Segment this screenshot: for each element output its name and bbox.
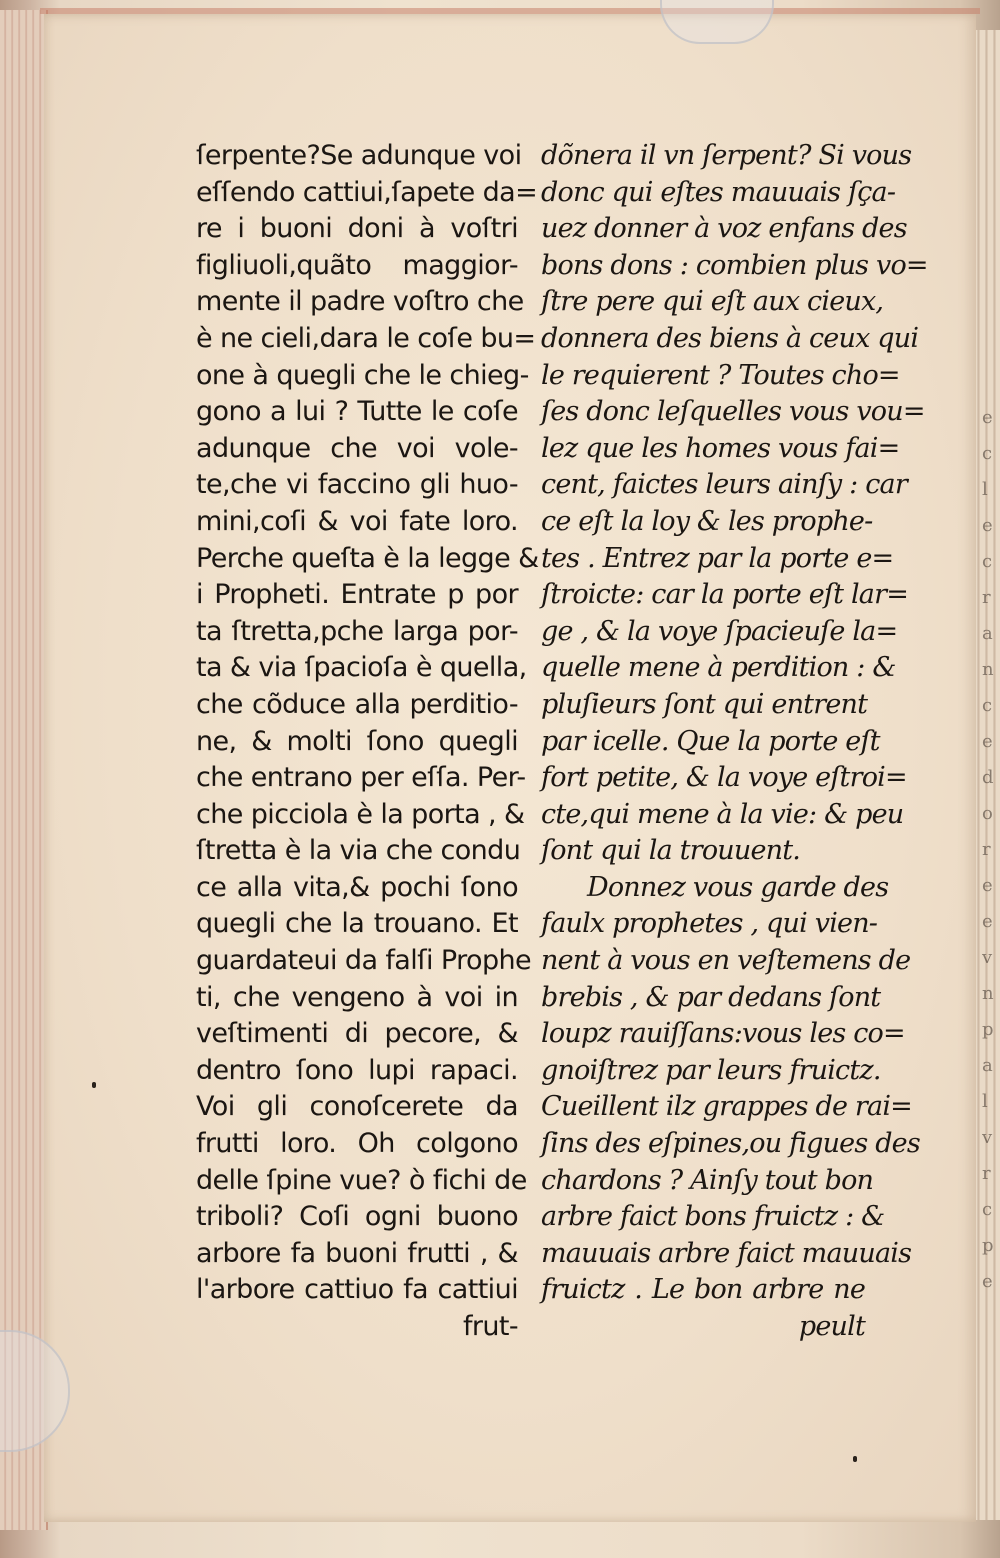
text-line: frutti loro. Oh colgono — [196, 1128, 518, 1160]
ink-speck — [92, 1082, 96, 1088]
text-line: mauuais arbre faict mauuais — [541, 1237, 912, 1269]
text-line: mini,coſi & voi fate loro. — [196, 505, 518, 537]
text-line: ce eſt la loy & les prophe- — [541, 505, 873, 537]
text-line: ta & via ſpacioſa è quella, — [196, 652, 527, 684]
text-line: bons dons : combien plus vo= — [541, 249, 928, 281]
text-line: dõnera il vn ſerpent? Si vous — [541, 140, 912, 171]
text-line: loupz rauiſſans:vous les co= — [541, 1018, 905, 1050]
text-line: cte,qui mene à la vie: & peu — [541, 798, 904, 830]
text-line: Voi gli conoſcerete da — [196, 1091, 518, 1123]
text-line: guardateui da falſi Prophe — [196, 945, 532, 977]
text-line: tes . Entrez par la porte e= — [541, 542, 894, 574]
text-line: figliuoli,quãto maggior- — [196, 249, 518, 281]
text-line: fruictz . Le bon arbre ne — [541, 1274, 865, 1306]
text-line: fort petite, & la voye eſtroi= — [541, 762, 907, 794]
text-line: che entrano per eſſa. Per- — [196, 762, 526, 794]
text-line: ta ſtretta,pche larga por- — [196, 615, 518, 647]
text-line: delle ſpine vue? ò fichi de — [196, 1164, 527, 1196]
text-line: l'arbore cattiuo fa cattiui — [196, 1274, 518, 1306]
catchword: frut- — [462, 1311, 518, 1342]
text-line: pluſieurs ſont qui entrent — [541, 688, 868, 720]
text-line: Cueillent ilz grappes de rai= — [541, 1091, 912, 1123]
text-line: Perche queſta è la legge & — [196, 542, 539, 574]
text-line: arbre faict bons fruictz : & — [541, 1201, 885, 1233]
text-line: dentro ſono lupi rapaci. — [196, 1054, 518, 1086]
text-line: le requierent ? Toutes cho= — [541, 359, 900, 391]
text-line: re i buoni doni à voſtri — [196, 213, 518, 245]
text-line: par icelle. Que la porte eſt — [541, 725, 880, 757]
text-line: mente il padre voſtro che — [196, 286, 524, 318]
text-line: gnoiſtrez par leurs fruictz. — [541, 1054, 881, 1086]
text-line: ſtre pere qui eſt aux cieux, — [541, 286, 884, 318]
text-line: arbore fa buoni frutti , & — [196, 1237, 518, 1269]
text-line: lez que les homes vous fai= — [541, 432, 900, 464]
text-line: brebis , & par dedans ſont — [541, 981, 881, 1013]
text-line: eſſendo cattiui,ſapete da= — [196, 176, 538, 208]
text-line: one à quegli che le chieg- — [196, 359, 529, 391]
text-line: faulx prophetes , qui vien- — [541, 908, 878, 940]
text-line: ſerpente?Se adunque voi — [196, 140, 522, 171]
text-line: chardons ? Ainſy tout bon — [541, 1164, 874, 1196]
text-line: che cõduce alla perditio- — [196, 688, 518, 720]
text-line: uez donner à voz enfans des — [541, 213, 907, 245]
text-line: ſins des eſpines,ou figues des — [541, 1128, 920, 1160]
text-line: quelle mene à perdition : & — [541, 652, 896, 684]
text-line: ge , & la voye ſpacieuſe la= — [541, 615, 898, 647]
text-line: ſtretta è la via che condu — [196, 835, 521, 867]
french-text-column — [541, 138, 928, 1346]
text-line: quegli che la trouano. Et — [196, 908, 518, 940]
catchword: peult — [798, 1311, 865, 1342]
text-line: che picciola è la porta , & — [196, 798, 525, 830]
text-line: nent à vous en veſtemens de — [541, 945, 911, 977]
italian-text-column — [196, 138, 539, 1346]
text-line: i Propheti. Entrate p por — [196, 579, 518, 611]
text-line: ti, che vengeno à voi in — [196, 981, 518, 1013]
text-line: adunque che voi vole- — [196, 432, 518, 464]
text-line: gono a lui ? Tutte le coſe — [196, 396, 518, 428]
page-stack-left — [0, 10, 48, 1530]
text-line: è ne cieli,dara le coſe bu= — [196, 322, 536, 354]
text-line: ne, & molti ſono quegli — [196, 725, 518, 757]
text-line: ſtroicte: car la porte eſt lar= — [541, 579, 909, 611]
text-line: ſes donc leſquelles vous vou= — [541, 396, 925, 428]
text-line: te,che vi faccino gli huo- — [196, 469, 518, 501]
text-line: ce alla vita,& pochi ſono — [196, 871, 518, 903]
text-line: veſtimenti di pecore, & — [196, 1018, 518, 1050]
text-line: donc qui eſtes mauuais ſça- — [541, 176, 896, 208]
text-line: ſont qui la trouuent. — [541, 835, 801, 867]
facing-page-fragments: e c l e c r a n c e d o r e e v n p a l v r c p e — [982, 407, 994, 1292]
text-line: donnera des biens à ceux qui — [541, 322, 919, 354]
ink-speck — [853, 1456, 857, 1462]
text-line: Donnez vous garde des — [587, 871, 889, 903]
text-line: triboli? Coſi ogni buono — [196, 1201, 518, 1233]
text-line: cent, faictes leurs ainſy : car — [541, 469, 907, 501]
